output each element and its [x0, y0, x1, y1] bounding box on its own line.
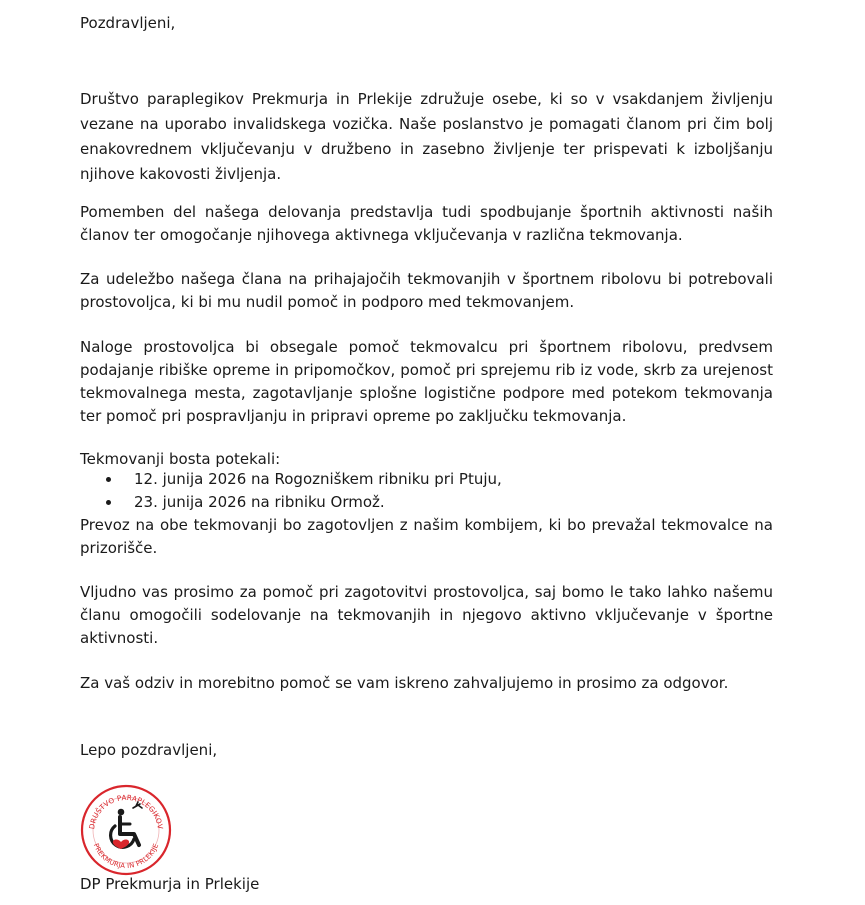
- bullet-icon: [106, 500, 111, 505]
- greeting: Pozdravljeni,: [80, 14, 176, 32]
- paragraph-tasks: Naloge prostovoljca bi obsegale pomoč tekmovalcu pri športnem ribolovu, predvsem podajanje ribiške opreme in pripomočkov, pomoč pri sprejemu rib iz vode, skrb za urejenost tekmovalnega mesta, zagotavljanje splošne logistične podpore med potekom tekmovanja ter pomoč pri pospravljanju in pripravi opreme po zaključku tekmovanja.: [80, 338, 773, 425]
- closing: Lepo pozdravljeni,: [80, 741, 218, 759]
- list-item: [80, 468, 502, 491]
- logo-top-text: DRUŠTVO PARAPLEGIKOV: [87, 792, 165, 830]
- paragraph-intro: Društvo paraplegikov Prekmurja in Prlekije združuje osebe, ki so v vsakdanjem življenju vezane na uporabo invalidskega vozička. Naše poslanstvo je pomagati članom pri čim bolj enakovrednem vključevanju v družbeno in zasebno življenje ter prispevati k izboljšanju njihove kakovosti življenja.: [80, 90, 773, 183]
- paragraph-thanks: Za vaš odziv in morebitno pomoč se vam iskreno zahvaljujemo in prosimo za odgovor.: [80, 674, 729, 692]
- paragraph-need: Za udeležbo našega člana na prihajajočih tekmovanjih v športnem ribolovu bi potrebovali prostovoljca, ki bi mu nudil pomoč in podporo med tekmovanjem.: [80, 270, 773, 311]
- paragraph-request: Vljudno vas prosimo za pomoč pri zagotovitvi prostovoljca, saj bomo le tako lahko našemu članu omogočili sodelovanje na tekmovanjih in njegovo aktivno vključevanje v športne aktivnosti.: [80, 583, 773, 647]
- paragraph-transport: Prevoz na obe tekmovanji bo zagotovljen z našim kombijem, ki bo prevažal tekmovalce na prizorišče.: [80, 516, 773, 557]
- competitions-list: [80, 468, 502, 514]
- competition-text: 12. junija 2026 na Rogozniškem ribniku pri Ptuju,: [134, 470, 502, 488]
- organization-logo: [78, 782, 174, 878]
- bullet-icon: [106, 477, 111, 482]
- logo-seal: [78, 782, 174, 878]
- competition-text: 23. junija 2026 na ribniku Ormož.: [134, 493, 385, 511]
- competitions-intro: Tekmovanji bosta potekali:: [80, 450, 281, 468]
- signature: DP Prekmurja in Prlekije: [80, 875, 260, 893]
- list-item: [80, 491, 502, 514]
- paragraph-sport: Pomemben del našega delovanja predstavlja tudi spodbujanje športnih aktivnosti naših članov ter omogočanje njihovega aktivnega vključevanja v različna tekmovanja.: [80, 203, 773, 244]
- logo-bottom-text: PREKMURJA IN PRLEKIJE: [91, 842, 161, 871]
